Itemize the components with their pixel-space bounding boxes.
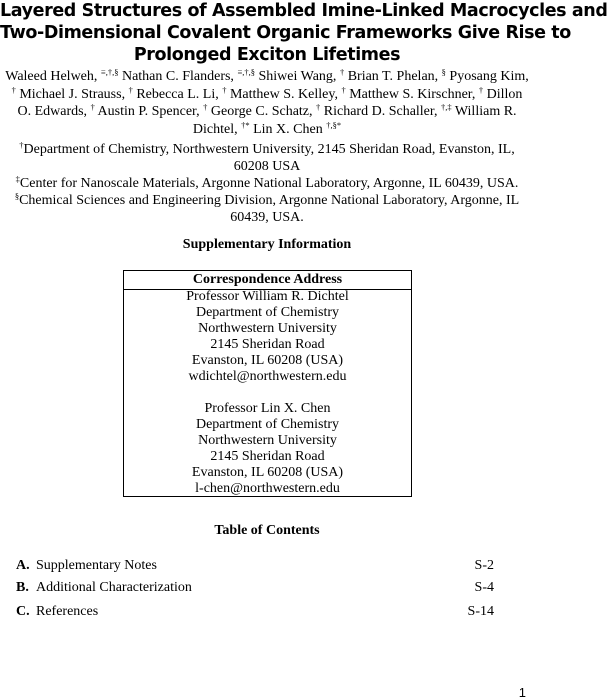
author-affiliation-mark: † — [222, 84, 227, 95]
author-name: Michael J. Strauss, — [19, 86, 126, 102]
contact-street: 2145 Sheridan Road — [210, 337, 325, 352]
contact-city: Evanston, IL 60208 (USA) — [191, 353, 344, 368]
author-name: William R. Dichtel, — [192, 104, 517, 137]
contact-department: Department of Chemistry — [195, 417, 340, 432]
title-line-2: Two-Dimensional Covalent Organic Frameworks Give Rise to — [0, 23, 571, 43]
affiliation — [4, 192, 530, 226]
toc-heading: Table of Contents — [214, 523, 320, 538]
author-name: Dillon O. Edwards, — [17, 86, 523, 119]
author-name: Shiwei Wang, — [258, 69, 337, 84]
correspondence-box — [123, 270, 412, 497]
author-name: Matthew S. Kelley, — [229, 86, 338, 102]
author — [98, 104, 208, 119]
author-name: Matthew S. Kirschner, — [349, 86, 476, 102]
toc-entry-page: S-2 — [474, 558, 494, 573]
author — [5, 69, 118, 84]
contact-university: Northwestern University — [198, 321, 337, 336]
author — [122, 69, 255, 84]
contact-email: l-chen@northwestern.edu — [195, 481, 340, 496]
author — [229, 84, 346, 102]
author — [136, 84, 227, 102]
title-line-1: Layered Structures of Assembled Imine-Linked Macrocycles and — [0, 1, 607, 21]
author-affiliation-mark: † — [478, 84, 484, 95]
contact-university: Northwestern University — [198, 433, 337, 448]
toc-entry-letter: A. — [16, 558, 30, 573]
contact-name: Professor William R. Dichtel — [186, 289, 349, 304]
affiliation — [4, 141, 530, 175]
author-list — [4, 68, 530, 138]
author-name: George C. Schatz, — [210, 104, 313, 119]
affiliation-text: Department of Chemistry, Northwestern University, 2145 Sheridan Road, Evanston, IL, 60208 USA — [23, 142, 515, 174]
author-affiliation-mark: ≡,†,§ — [100, 67, 119, 77]
author-affiliation-mark: ≡,†,§ — [237, 67, 255, 77]
contact-email: wdichtel@northwestern.edu — [188, 369, 347, 384]
author-affiliation-mark: †* — [241, 119, 250, 130]
author-affiliation-mark: † — [341, 84, 346, 95]
author — [349, 84, 484, 102]
affiliation-text: Chemical Sciences and Engineering Division, Argonne National Laboratory, Argonne, IL 60439, USA. — [19, 193, 520, 225]
toc-entry — [16, 557, 494, 575]
author — [211, 104, 320, 119]
author-affiliation-mark: †,§* — [326, 119, 342, 130]
author-affiliation-mark: † — [11, 84, 16, 95]
author-name: Austin P. Spencer, — [97, 104, 200, 119]
author-name: Richard D. Schaller, — [323, 104, 438, 119]
toc-entry-label: Additional Characterization — [36, 580, 192, 595]
affiliation-mark: ‡ — [15, 174, 20, 184]
affiliation-list — [4, 141, 530, 226]
author — [258, 69, 344, 84]
correspondence-body — [124, 289, 411, 497]
page-number: 1 — [518, 685, 526, 700]
author-affiliation-mark: † — [339, 67, 345, 77]
contact-street: 2145 Sheridan Road — [210, 449, 325, 464]
affiliation-text: Center for Nanoscale Materials, Argonne National Laboratory, Argonne, IL 60439, USA. — [19, 176, 519, 191]
affiliation — [4, 175, 530, 192]
author-affiliation-mark: † — [90, 102, 95, 112]
author-affiliation-mark: † — [203, 102, 208, 112]
affiliation-mark: † — [19, 140, 24, 150]
paper-title — [0, 0, 607, 66]
contact-name: Professor Lin X. Chen — [204, 401, 331, 416]
toc-entry-letter: B. — [16, 580, 29, 595]
author-affiliation-mark: † — [128, 84, 133, 95]
toc-entry-letter: C. — [16, 604, 30, 619]
toc-entry — [16, 579, 494, 597]
author-name: Lin X. Chen — [253, 121, 323, 137]
author-affiliation-mark: § — [441, 67, 446, 77]
author-name: Pyosang Kim, — [449, 69, 529, 84]
author-name: Nathan C. Flanders, — [121, 69, 234, 84]
author — [348, 69, 446, 84]
author-name: Brian T. Phelan, — [347, 69, 439, 84]
author-affiliation-mark: †,‡ — [441, 102, 452, 112]
toc-entry — [16, 603, 494, 621]
supplementary-heading: Supplementary Information — [182, 237, 352, 252]
author — [19, 84, 133, 102]
correspondence-heading: Correspondence Address — [124, 271, 411, 290]
affiliation-mark: § — [14, 191, 20, 201]
author — [324, 104, 452, 119]
title-line-3: Prolonged Exciton Lifetimes — [133, 45, 401, 65]
author-affiliation-mark: † — [316, 102, 321, 112]
contact-department: Department of Chemistry — [195, 305, 340, 320]
author-name: Rebecca L. Li, — [136, 86, 219, 102]
toc-entry-label: Supplementary Notes — [36, 558, 157, 573]
contact-city: Evanston, IL 60208 (USA) — [191, 465, 344, 480]
toc-entry-page: S-14 — [467, 604, 494, 619]
author-name: Waleed Helweh, — [5, 69, 98, 84]
author — [253, 119, 342, 137]
toc-entry-page: S-4 — [474, 580, 494, 595]
toc-entry-label: References — [36, 604, 99, 619]
